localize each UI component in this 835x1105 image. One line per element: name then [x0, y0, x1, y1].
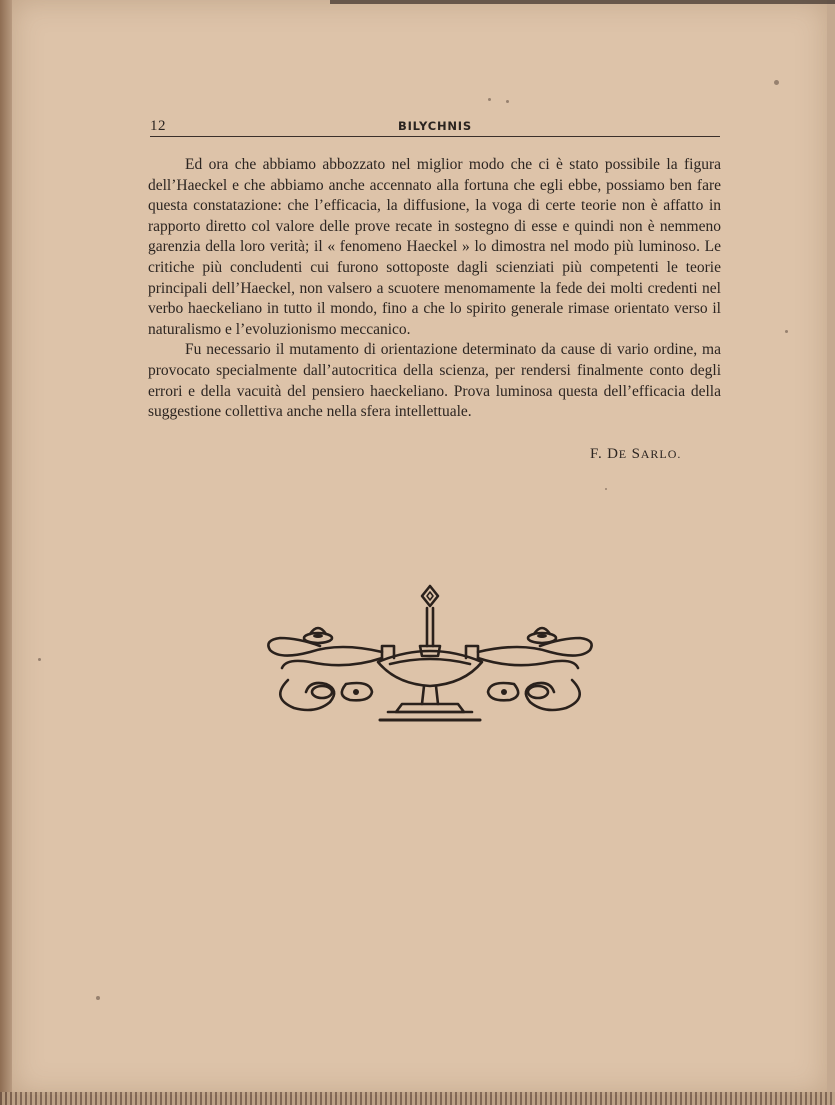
paper-speck	[774, 80, 779, 85]
cover-edge	[330, 0, 835, 4]
page-bottom-edge	[0, 1092, 835, 1105]
running-head: BILYCHNIS	[398, 119, 472, 133]
paragraph: Ed ora che abbiamo abbozzato nel miglior modo che ci è stato possibile la figura dell’Haeckel e che abbiamo anche accennato alla fortuna che egli ebbe, possiamo ben fare questa constatazione: che l’efficacia, la diffusione, la voga di certe teorie non è affatto in rapporto diretto col valore delle prove recate in sostegno di esse e quindi non è nemmeno garenzia della loro verità; il « fenomeno Haeckel » lo dimostra nel modo più luminoso. Le critiche più concludenti cui furono sottoposte dagli scienziati più competenti le teorie principali dell’Haeckel, non valsero a scuotere menomamente la fede dei molti credenti nel verbo haeckeliano in tutto il mondo, fino a che lo spirito generale rimase orientato verso il naturalismo e l’evoluzionismo meccanico.	[148, 156, 721, 338]
paper-speck	[38, 658, 41, 661]
paper-speck	[785, 330, 788, 333]
signature-name-rest: E	[618, 447, 628, 461]
oil-lamp-icon	[250, 580, 610, 730]
paper-speck	[488, 98, 491, 101]
book-spine-shadow	[0, 0, 12, 1105]
header-rule	[150, 136, 720, 137]
signature-initial: F.	[590, 446, 603, 462]
signature-name-first: D	[607, 446, 619, 462]
page-header	[150, 118, 720, 138]
article-body	[148, 155, 721, 423]
paragraph: Fu necessario il mutamento di orientazione determinato da cause di vario ordine, ma provocato specialmente dall’autocritica della scienza, per rendersi finalmente conto degli errori e della vacuità del pensiero haeckeliano. Prova luminosa questa dell’efficacia della suggestione collettiva anche nella sfera intellettuale.	[148, 341, 721, 421]
paper-speck	[506, 100, 509, 103]
signature-surname-rest: ARLO.	[640, 447, 682, 461]
author-signature	[590, 446, 681, 463]
paper-speck	[96, 996, 100, 1000]
signature-surname-first: S	[631, 446, 641, 462]
paper-speck	[605, 488, 607, 490]
page-number: 12	[150, 118, 166, 134]
